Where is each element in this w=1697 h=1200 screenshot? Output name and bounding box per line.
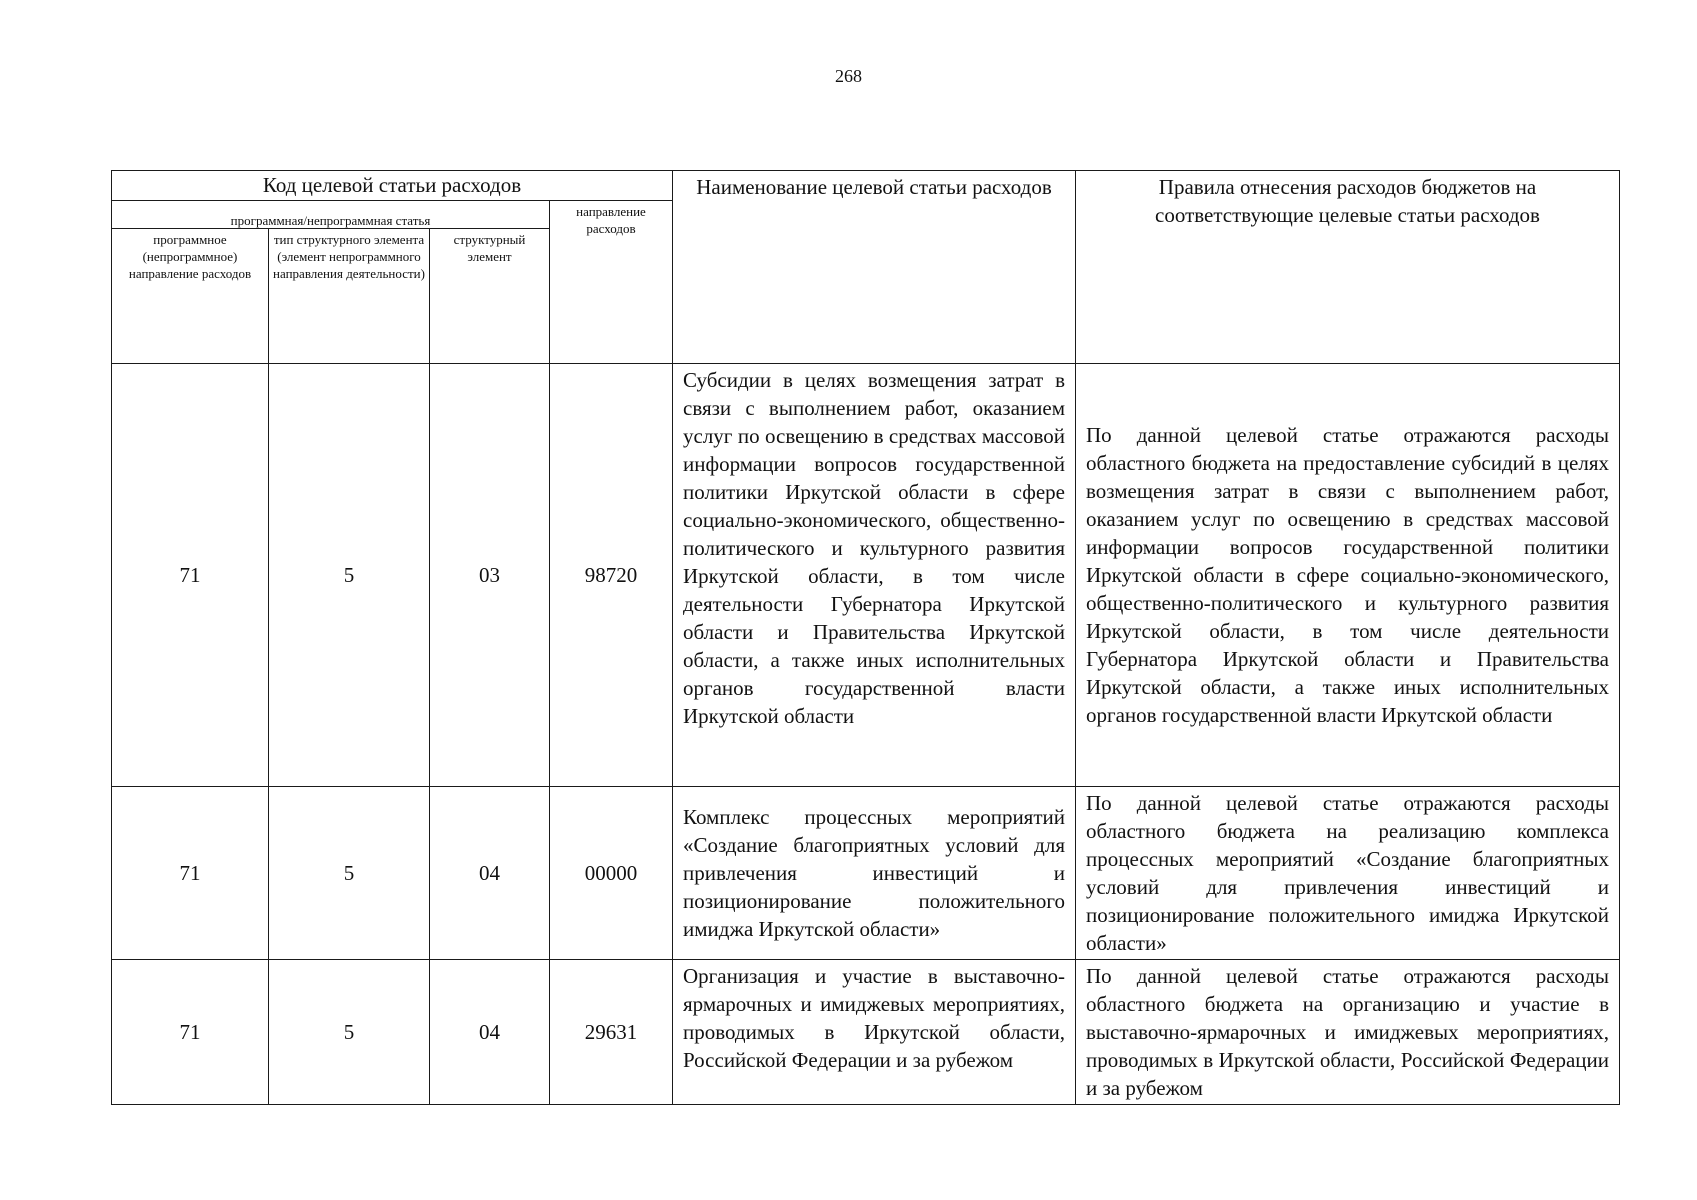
article-rule: По данной целевой статье отражаются расходы областного бюджета на реализацию комплекса процессных мероприятий «Создание благоприятных условий для привлечения инвестиций и позиционирование положительного имиджа Иркутской области»	[1076, 787, 1620, 960]
table-row	[112, 364, 1620, 787]
table-row	[112, 960, 1620, 1105]
struct-element-code: 04	[430, 960, 550, 1105]
program-direction-header: программное (непрограммное) направление расходов	[112, 229, 269, 364]
page-number: 268	[835, 66, 862, 86]
struct-element-code: 04	[430, 787, 550, 960]
article-rule: По данной целевой статье отражаются расходы областного бюджета на организацию и участие в выставочно-ярмарочных и имиджевых мероприятиях, проводимых в Иркутской области, Российской Федерации и за рубежом	[1076, 960, 1620, 1105]
article-name: Организация и участие в выставочно-ярмарочных и имиджевых мероприятиях, проводимых в Иркутской области, Российской Федерации и за рубежом	[673, 960, 1076, 1105]
direction-code: 29631	[550, 960, 673, 1105]
struct-type-code: 5	[269, 364, 430, 787]
table-row	[112, 787, 1620, 960]
direction-header: направление расходов	[550, 201, 673, 364]
program-article-header: программная/непрограммная статья	[112, 201, 550, 229]
budget-classification-table	[111, 170, 1620, 1105]
direction-code: 98720	[550, 364, 673, 787]
article-rule: По данной целевой статье отражаются расходы областного бюджета на предоставление субсидий в целях возмещения затрат в связи с выполнением работ, оказанием услуг по освещению в средствах массовой информации вопросов государственной политики Иркутской области в сфере социально-экономического, общественно-политического и культурного развития Иркутской области, в том числе деятельности Губернатора Иркутской области и Правительства Иркутской области, а также иных исполнительных органов государственной власти Иркутской области	[1076, 364, 1620, 787]
article-name: Комплекс процессных мероприятий «Создание благоприятных условий для привлечения инвестиций и позиционирование положительного имиджа Иркутской области»	[673, 787, 1076, 960]
header-row-1	[112, 171, 1620, 201]
struct-type-code: 5	[269, 787, 430, 960]
article-name: Субсидии в целях возмещения затрат в связи с выполнением работ, оказанием услуг по освещению в средствах массовой информации вопросов государственной политики Иркутской области в сфере социально-экономического, общественно-политического и культурного развития Иркутской области, в том числе деятельности Губернатора Иркутской области и Правительства Иркутской области, а также иных исполнительных органов государственной власти Иркутской области	[673, 364, 1076, 787]
struct-element-header: структурный элемент	[430, 229, 550, 364]
rules-title-header: Правила отнесения расходов бюджетов на соответствующие целевые статьи расходов	[1076, 171, 1620, 364]
struct-type-header: тип структурного элемента (элемент непрограммного направления деятельности)	[269, 229, 430, 364]
program-code: 71	[112, 960, 269, 1105]
program-code: 71	[112, 787, 269, 960]
struct-element-code: 03	[430, 364, 550, 787]
direction-code: 00000	[550, 787, 673, 960]
struct-type-code: 5	[269, 960, 430, 1105]
code-title-header: Код целевой статьи расходов	[112, 171, 673, 201]
program-code: 71	[112, 364, 269, 787]
name-title-header: Наименование целевой статьи расходов	[673, 171, 1076, 364]
